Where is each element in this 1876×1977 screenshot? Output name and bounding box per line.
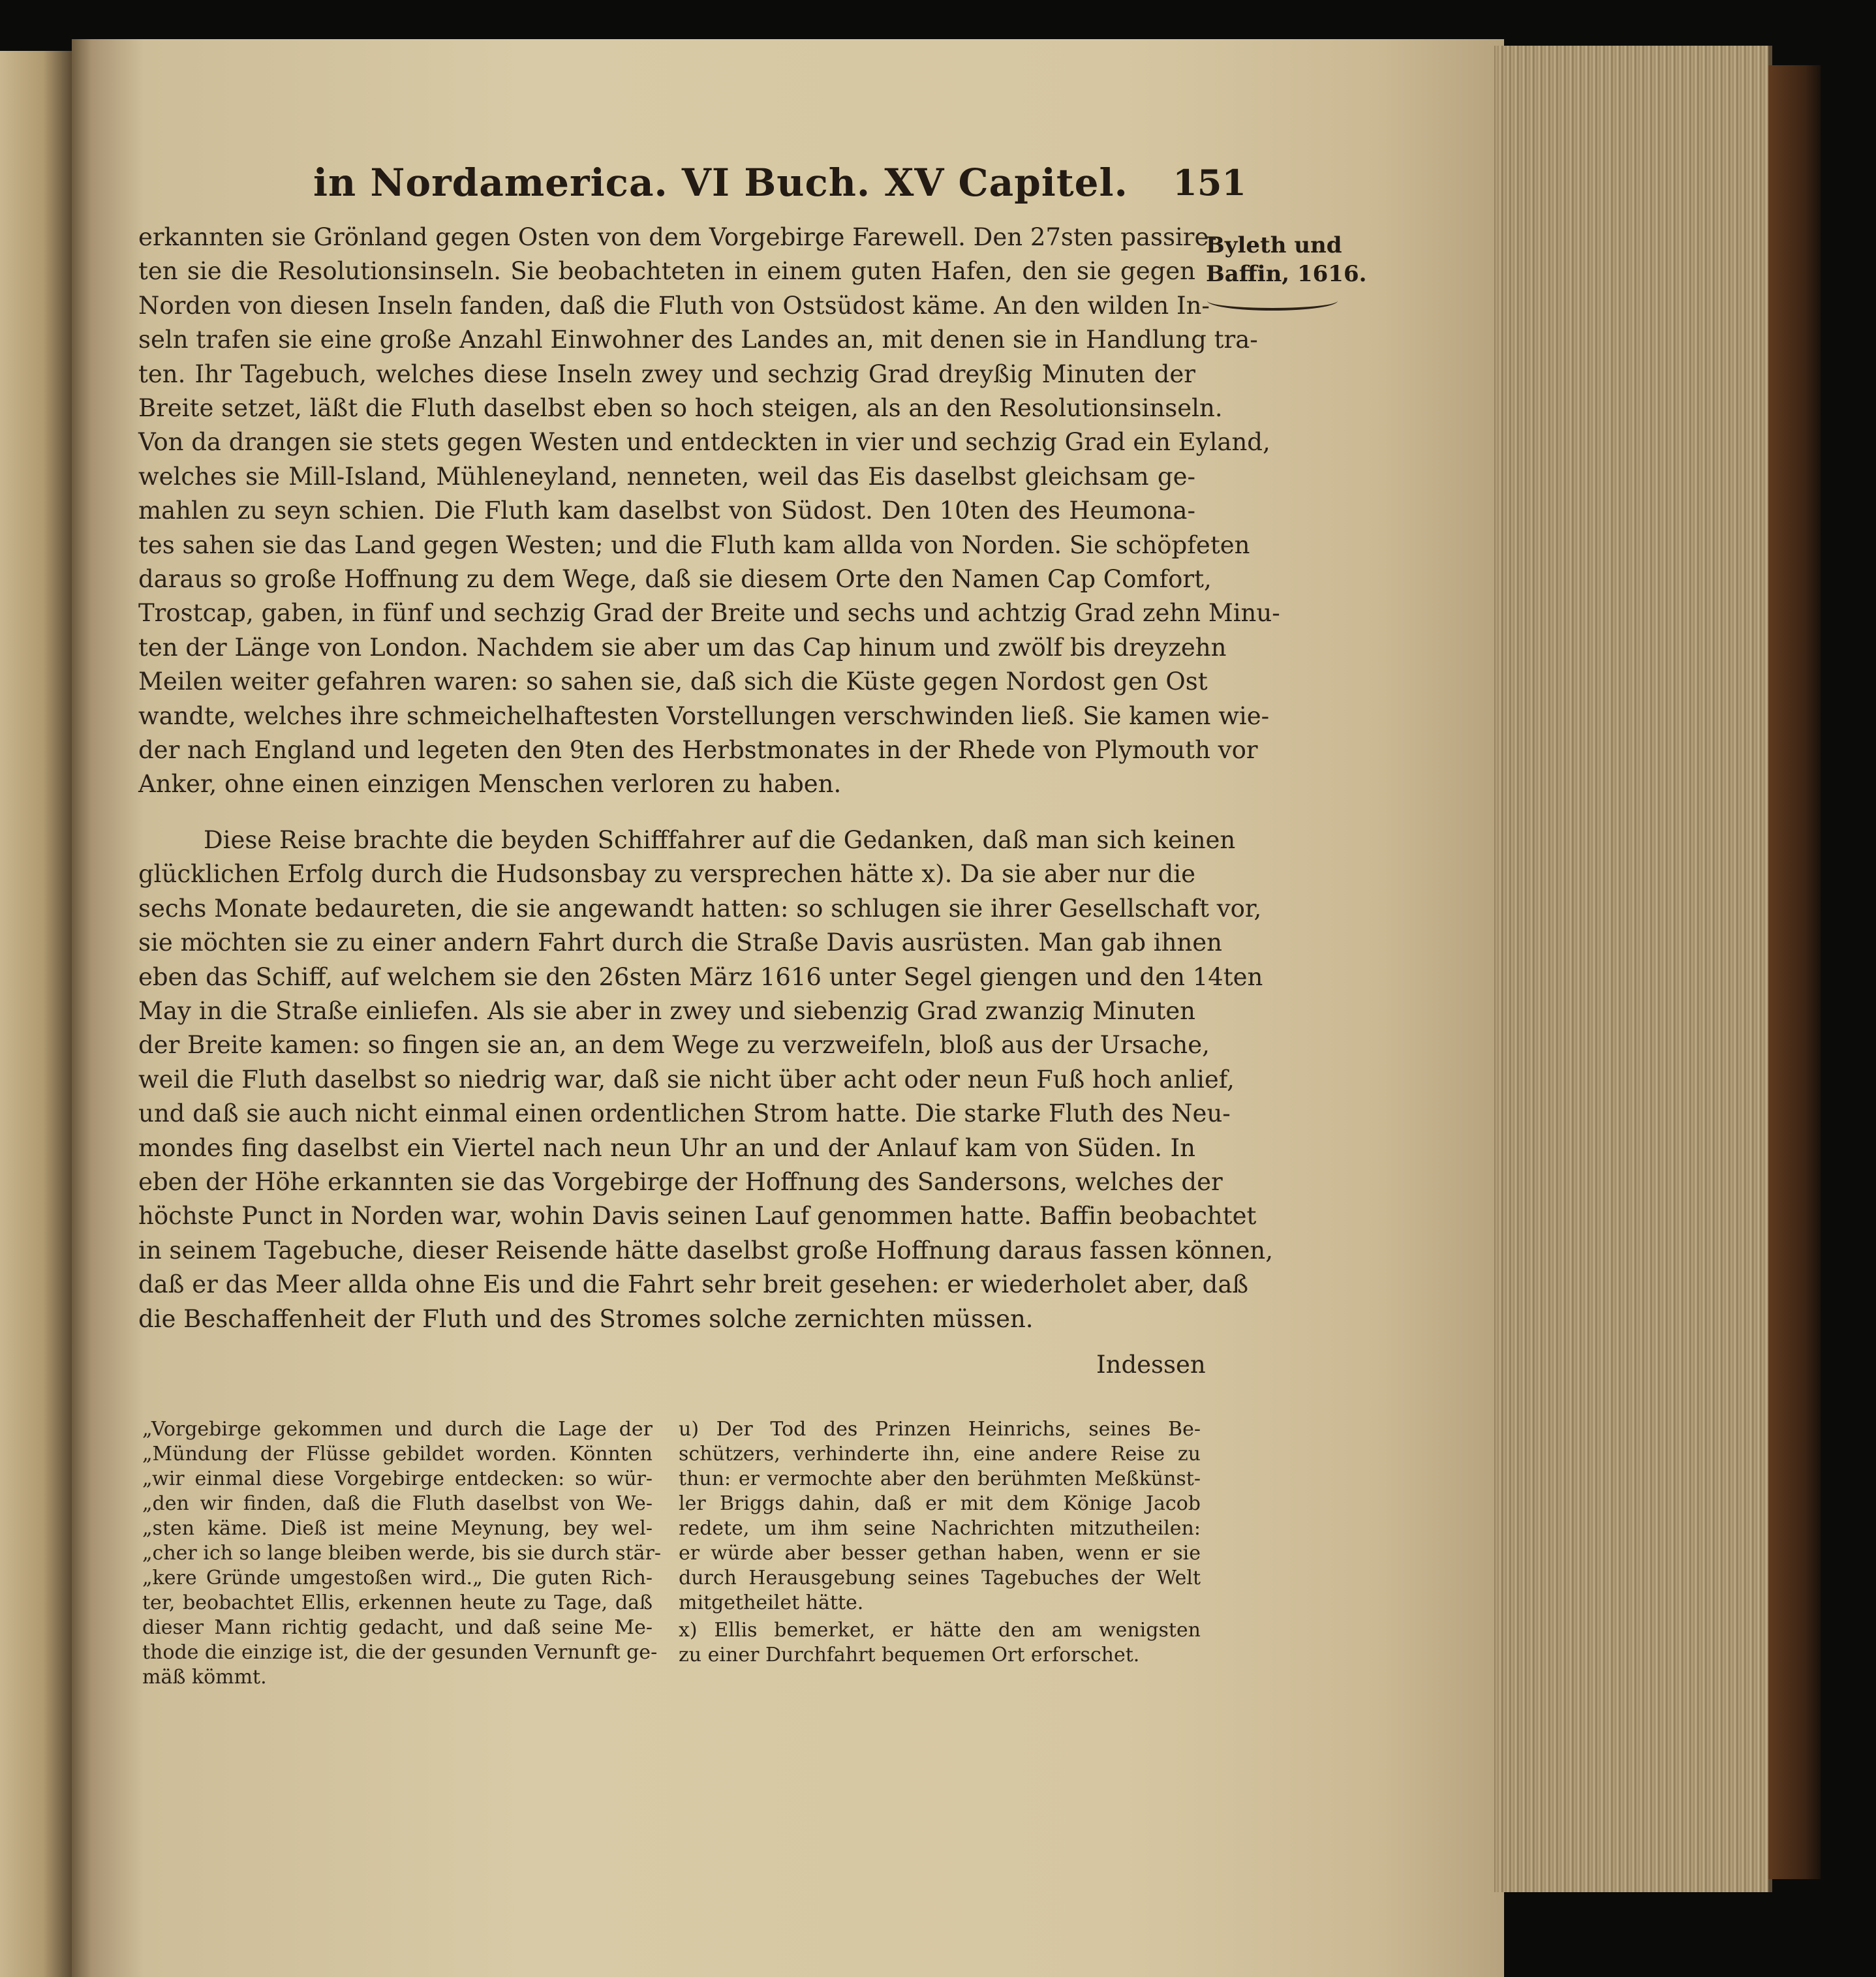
margin-note-line-1: Byleth und — [1206, 232, 1342, 258]
text-line: durch Herausgebung seines Tagebuches der Welt — [679, 1567, 1201, 1589]
book-cover — [1768, 65, 1821, 1879]
text-line: ler Briggs dahin, daß er mit dem Könige Jacob — [679, 1492, 1201, 1515]
text-line: der nach England und legeten den 9ten des Herbstmonates in der Rhede von Plymouth vor — [138, 736, 1258, 764]
text-line: „sten käme. Dieß ist meine Meynung, bey wel- — [142, 1517, 653, 1540]
text-line: welches sie Mill-Island, Mühleneyland, nenneten, weil das Eis daselbst gleichsam ge- — [138, 462, 1195, 491]
text-line: tes sahen sie das Land gegen Westen; und die Fluth kam allda von Norden. Sie schöpfeten — [138, 530, 1250, 559]
text-line: x) Ellis bemerket, er hätte den am wenigsten — [679, 1619, 1201, 1642]
text-line: daß er das Meer allda ohne Eis und die Fahrt sehr breit gesehen: er wiederholet aber, daß — [138, 1270, 1249, 1299]
text-line: sechs Monate bedaureten, die sie angewandt hatten: so schlugen sie ihrer Gesellschaft vor, — [138, 894, 1262, 923]
text-line: wandte, welches ihre schmeichelhaftesten Vorstellungen verschwinden ließ. Sie kamen wie- — [138, 701, 1270, 730]
text-line: „Vorgebirge gekommen und durch die Lage der — [142, 1418, 653, 1441]
running-title: in Nordamerica. VI Buch. XV Capitel. — [313, 161, 1128, 205]
text-line: weil die Fluth daselbst so niedrig war, daß sie nicht über acht oder neun Fuß hoch anlief, — [138, 1065, 1235, 1094]
margin-brace — [1207, 291, 1338, 311]
text-line: thun: er vermochte aber den berühmten Meßkünst- — [679, 1467, 1201, 1490]
text-line: in seinem Tagebuche, dieser Reisende hätte daselbst große Hoffnung daraus fassen können, — [138, 1236, 1273, 1264]
text-line: höchste Punct in Norden war, wohin Davis seinen Lauf genommen hatte. Baffin beobachtet — [138, 1202, 1257, 1231]
page-number: 151 — [1173, 162, 1246, 204]
catchword: Indessen — [1096, 1351, 1206, 1379]
text-line: „kere Gründe umgestoßen wird.„ Die guten Rich- — [142, 1567, 653, 1589]
text-line: eben das Schiff, auf welchem sie den 26sten März 1616 unter Segel giengen und den 14ten — [138, 962, 1263, 991]
text-line: „Mündung der Flüsse gebildet worden. Könnten — [142, 1443, 653, 1465]
text-line: „wir einmal diese Vorgebirge entdecken: so wür- — [142, 1467, 653, 1490]
text-line: May in die Straße einliefen. Als sie aber in zwey und siebenzig Grad zwanzig Minuten — [138, 997, 1195, 1025]
text-line: redete, um ihm seine Nachrichten mitzutheilen: — [679, 1517, 1201, 1540]
text-line: und daß sie auch nicht einmal einen ordentlichen Strom hatte. Die starke Fluth des Neu- — [138, 1099, 1231, 1128]
text-line: mitgetheilet hätte. — [679, 1591, 864, 1614]
text-line: eben der Höhe erkannten sie das Vorgebirge der Hoffnung des Sandersons, welches der — [138, 1168, 1223, 1196]
text-line: Meilen weiter gefahren waren: so sahen sie, daß sich die Küste gegen Nordost gen Ost — [138, 667, 1208, 696]
text-line: „den wir finden, daß die Fluth daselbst von We- — [142, 1492, 653, 1515]
page-block-edges — [1494, 46, 1772, 1892]
margin-note-line-2: Baffin, 1616. — [1206, 261, 1367, 287]
text-line: sie möchten sie zu einer andern Fahrt durch die Straße Davis ausrüsten. Man gab ihnen — [138, 928, 1223, 957]
text-line: „cher ich so lange bleiben werde, bis sie durch stär- — [142, 1542, 661, 1565]
facing-page-edge — [0, 51, 72, 1977]
text-line: erkannten sie Grönland gegen Osten von dem Vorgebirge Farewell. Den 27sten passire- — [138, 223, 1217, 251]
text-line: glücklichen Erfolg durch die Hudsonsbay zu versprechen hätte x). Da sie aber nur die — [138, 860, 1195, 889]
text-line: zu einer Durchfahrt bequemen Ort erforschet. — [679, 1644, 1140, 1666]
text-line: er würde aber besser gethan haben, wenn er sie — [679, 1542, 1201, 1565]
text-line: daraus so große Hoffnung zu dem Wege, daß sie diesem Orte den Namen Cap Comfort, — [138, 565, 1212, 593]
text-line: Anker, ohne einen einzigen Menschen verloren zu haben. — [138, 770, 842, 799]
text-line: seln trafen sie eine große Anzahl Einwohner des Landes an, mit denen sie in Handlung tra- — [138, 326, 1258, 354]
text-line: die Beschaffenheit der Fluth und des Stromes solche zernichten müssen. — [138, 1304, 1034, 1333]
text-line: ten. Ihr Tagebuch, welches diese Inseln zwey und sechzig Grad dreyßig Minuten der — [138, 360, 1195, 388]
text-line: Trostcap, gaben, in fünf und sechzig Grad der Breite und sechs und achtzig Grad zehn Minu- — [138, 599, 1280, 628]
text-line: mahlen zu seyn schien. Die Fluth kam daselbst von Südost. Den 10ten des Heumona- — [138, 497, 1195, 525]
text-line: ten der Länge von London. Nachdem sie aber um das Cap hinum und zwölf bis dreyzehn — [138, 633, 1227, 662]
text-line: Norden von diesen Inseln fanden, daß die Fluth von Ostsüdost käme. An den wilden In- — [138, 291, 1210, 320]
text-line: u) Der Tod des Prinzen Heinrichs, seines Be- — [679, 1418, 1201, 1441]
text-line: der Breite kamen: so fingen sie an, an dem Wege zu verzweifeln, bloß aus der Ursache, — [138, 1031, 1210, 1060]
text-line: Breite setzet, läßt die Fluth daselbst eben so hoch steigen, als an den Resolutionsinseln. — [138, 394, 1223, 422]
text-line: mäß kömmt. — [142, 1666, 267, 1689]
text-line: ter, beobachtet Ellis, erkennen heute zu Tage, daß — [142, 1591, 653, 1614]
text-line: mondes fing daselbst ein Viertel nach neun Uhr an und der Anlauf kam von Süden. In — [138, 1133, 1195, 1162]
text-line: dieser Mann richtig gedacht, und daß seine Me- — [142, 1616, 653, 1639]
text-line: thode die einzige ist, die der gesunden Vernunft ge- — [142, 1641, 658, 1664]
text-line: Von da drangen sie stets gegen Westen und entdeckten in vier und sechzig Grad ein Eyland, — [138, 428, 1270, 457]
text-line: schützers, verhinderte ihn, eine andere Reise zu — [679, 1443, 1201, 1465]
text-line: Diese Reise brachte die beyden Schifffahrer auf die Gedanken, daß man sich keinen — [204, 826, 1236, 854]
page-header — [313, 157, 1246, 209]
text-line: ten sie die Resolutionsinseln. Sie beobachteten in einem guten Hafen, den sie gegen — [138, 257, 1195, 286]
